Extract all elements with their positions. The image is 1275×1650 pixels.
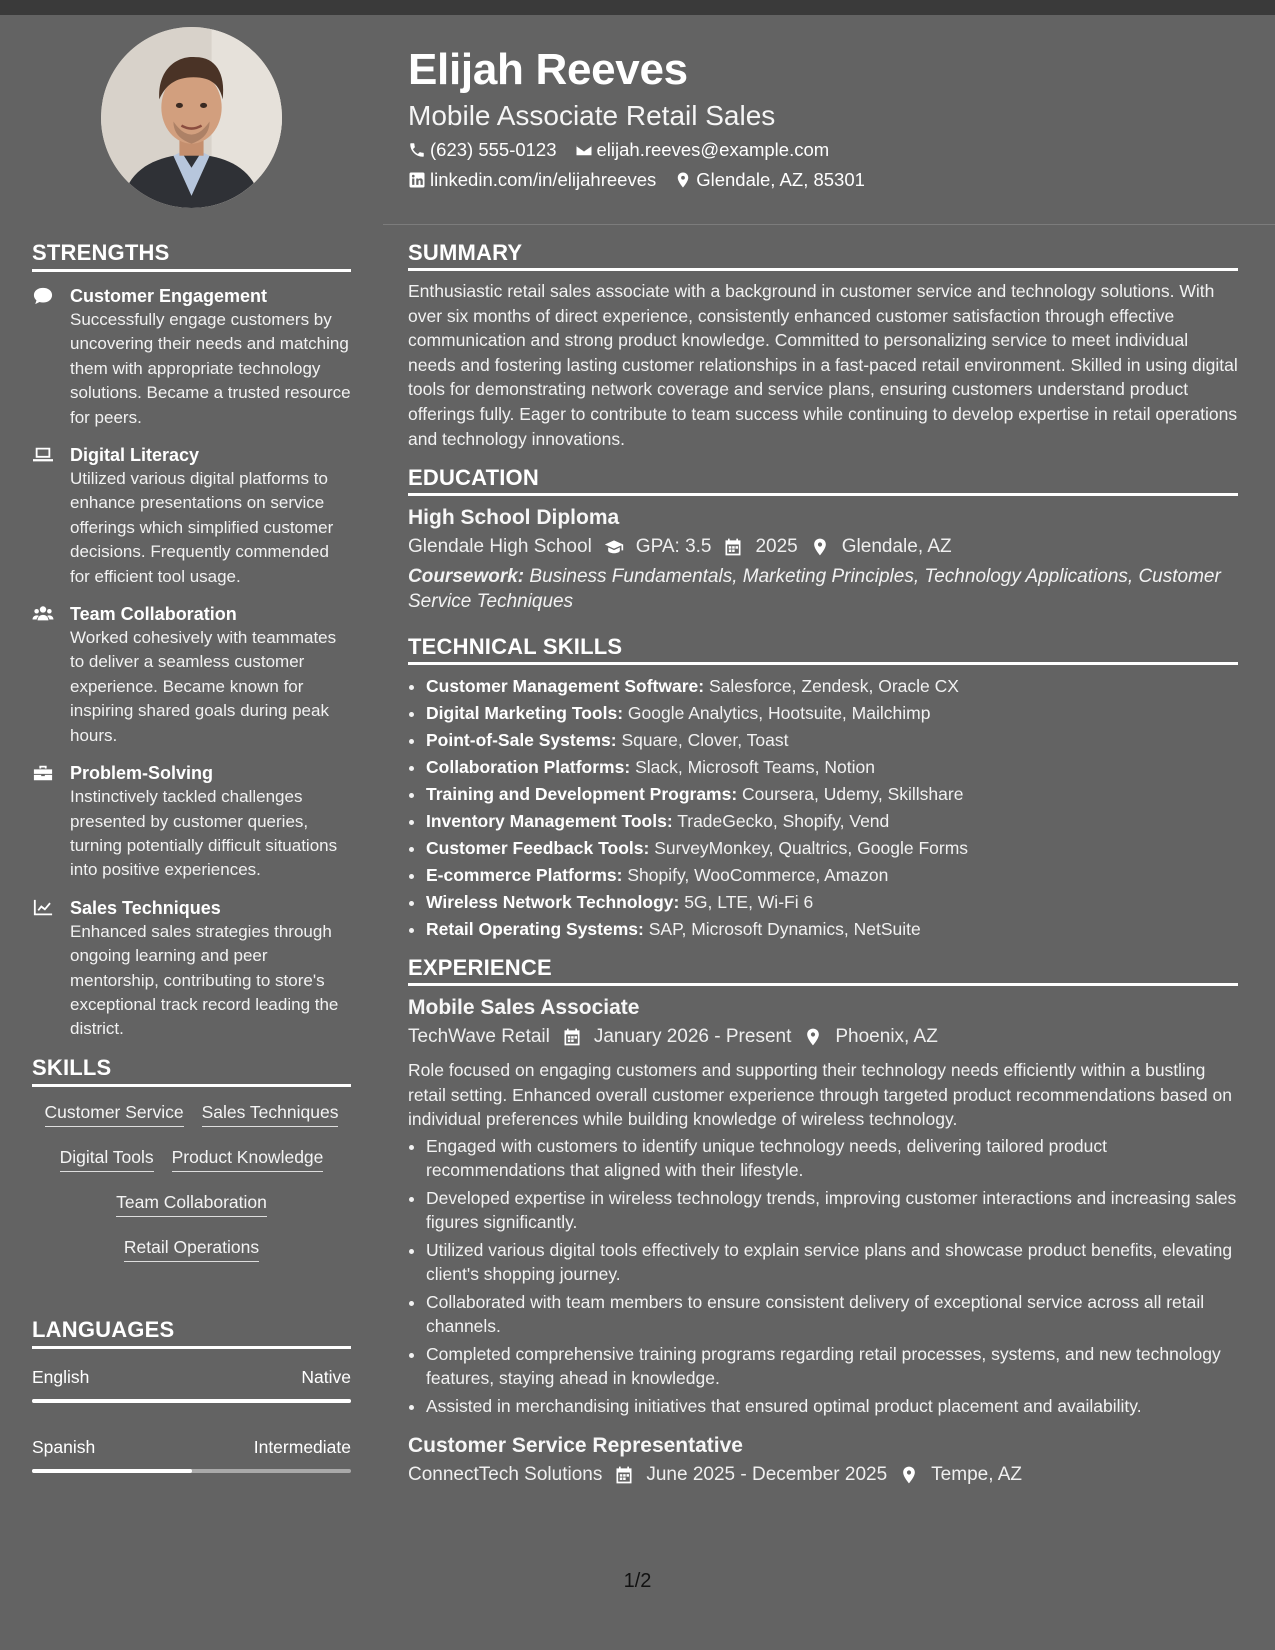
- strength-item: [32, 761, 351, 883]
- skill-category: Inventory Management Tools:: [426, 811, 673, 832]
- language-level: Native: [301, 1366, 351, 1387]
- strength-item: [32, 896, 351, 1042]
- skill-tag: Customer Service: [45, 1099, 184, 1127]
- technical-skill-item: [426, 673, 1238, 700]
- languages-heading: LANGUAGES: [32, 1317, 351, 1349]
- achievement-item: • Completed comprehensive training programs regarding retail processes, systems, and new technology features, staying ahead in knowledge.: [426, 1342, 1238, 1391]
- technical-skills-heading: TECHNICAL SKILLS: [408, 634, 1238, 665]
- page-number: 1/2: [623, 1570, 652, 1592]
- gpa-text: GPA: 3.5: [635, 536, 712, 558]
- job-achievements: [408, 1134, 1238, 1419]
- job-meta: [408, 1460, 1238, 1490]
- strength-title: Customer Engagement: [70, 286, 268, 306]
- strength-title: Problem-Solving: [70, 763, 214, 784]
- experience-entry: [408, 1432, 1238, 1490]
- language-item: [32, 1365, 351, 1403]
- laptop-icon: [32, 445, 54, 465]
- strength-title: Team Collaboration: [70, 604, 237, 625]
- achievement-item: • Developed expertise in wireless technology trends, improving customer interactions and increasing sales figures significantly.: [426, 1186, 1238, 1235]
- strength-item: [32, 602, 351, 748]
- skill-category: Customer Feedback Tools:: [426, 838, 650, 859]
- skill-values: Google Analytics, Hootsuite, Mailchimp: [627, 703, 931, 724]
- map-pin-icon: [803, 1027, 823, 1047]
- calendar-icon: [562, 1027, 582, 1047]
- education-section: [408, 465, 1238, 614]
- calendar-icon: [723, 537, 743, 557]
- coursework: [408, 565, 1238, 614]
- calendar-icon: [614, 1465, 634, 1485]
- strength-item: [32, 443, 351, 589]
- speech-bubble-icon: [32, 286, 54, 306]
- skill-category: Customer Management Software:: [426, 676, 705, 697]
- strength-item: [32, 284, 351, 430]
- location-text: Glendale, AZ, 85301: [696, 169, 865, 190]
- strength-title: Digital Literacy: [70, 445, 200, 466]
- summary-section: [408, 240, 1238, 451]
- skill-category: Retail Operating Systems:: [426, 919, 644, 940]
- coursework-label: Coursework:: [408, 566, 525, 588]
- education-meta: [408, 532, 1238, 562]
- header-divider: [383, 224, 1275, 225]
- envelope-icon: [575, 141, 593, 159]
- graduation-year: 2025: [755, 536, 798, 558]
- skills-tags: [32, 1099, 351, 1279]
- language-proficiency-bar: [32, 1469, 351, 1473]
- strength-text: Utilized various digital platforms to enhance presentations on service offerings which simplified customer decisions. Frequently commended for efficient tool usage.: [70, 469, 334, 586]
- achievement-item: • Engaged with customers to identify unique technology needs, delivering tailored product recommendations that aligned with their lifestyle.: [426, 1134, 1238, 1183]
- education-location: Glendale, AZ: [841, 536, 952, 558]
- technical-skill-item: [426, 808, 1238, 835]
- contact-row-1: [408, 136, 1238, 164]
- skills-section: [32, 1055, 351, 1279]
- skill-values: Coursera, Udemy, Skillshare: [742, 784, 964, 805]
- skill-tag: Product Knowledge: [172, 1144, 324, 1172]
- contact-row-2: [408, 166, 1238, 194]
- skill-values: Salesforce, Zendesk, Oracle CX: [708, 676, 959, 697]
- skills-heading: SKILLS: [32, 1055, 351, 1087]
- technical-skill-item: [426, 727, 1238, 754]
- languages-section: [32, 1317, 351, 1473]
- resume-header: [408, 42, 1238, 194]
- job-location: Tempe, AZ: [931, 1464, 1022, 1486]
- achievement-item: • Utilized various digital tools effectively to explain service plans and showcase product benefits, elevating client's shopping journey.: [426, 1238, 1238, 1287]
- technical-skill-item: [426, 700, 1238, 727]
- strength-text: Instinctively tackled challenges presented by customer queries, turning potentially difficult situations into positive experiences.: [70, 787, 338, 880]
- strengths-list: [32, 284, 351, 1042]
- strength-text: Successfully engage customers by uncovering their needs and matching them with appropriate technology solutions. Became a trusted resource for peers.: [70, 310, 351, 427]
- phone-text: (623) 555-0123: [430, 139, 557, 160]
- job-title: Mobile Associate Retail Sales: [408, 100, 776, 131]
- skill-values: TradeGecko, Shopify, Vend: [677, 811, 890, 832]
- map-pin-icon: [810, 537, 830, 557]
- strengths-heading: STRENGTHS: [32, 240, 351, 272]
- experience-heading: EXPERIENCE: [408, 955, 1238, 986]
- job-description: Role focused on engaging customers and supporting their technology needs efficiently within a bustling retail setting. Enhanced overall customer experience through targeted product recommendations based on individual preferences while building knowledge of wireless technology.: [408, 1060, 1232, 1130]
- job-role-title: Customer Service Representative: [408, 1434, 743, 1458]
- skill-category: Point-of-Sale Systems:: [426, 730, 617, 751]
- skill-tag: Retail Operations: [124, 1234, 259, 1262]
- technical-skill-item: [426, 835, 1238, 862]
- strength-title: Sales Techniques: [70, 897, 221, 918]
- phone-icon: [408, 141, 426, 159]
- skill-values: 5G, LTE, Wi-Fi 6: [684, 892, 814, 913]
- skill-tag: Digital Tools: [60, 1144, 154, 1172]
- technical-skill-item: [426, 889, 1238, 916]
- skill-category: Collaboration Platforms:: [426, 757, 631, 778]
- school-name: Glendale High School: [408, 536, 592, 558]
- main-content: [408, 240, 1238, 1490]
- experience-section: [408, 955, 1238, 1490]
- skill-tag: Team Collaboration: [116, 1189, 267, 1217]
- skill-category: Training and Development Programs:: [426, 784, 738, 805]
- technical-skill-item: [426, 862, 1238, 889]
- achievement-item: • Assisted in merchandising initiatives that ensured optimal product placement and availability.: [426, 1394, 1238, 1419]
- linkedin-contact[interactable]: [408, 166, 656, 194]
- skill-values: Square, Clover, Toast: [621, 730, 789, 751]
- skill-values: Slack, Microsoft Teams, Notion: [635, 757, 875, 778]
- language-proficiency-fill: [32, 1399, 351, 1403]
- toolbox-icon: [32, 763, 54, 783]
- job-dates: June 2025 - December 2025: [646, 1464, 888, 1486]
- job-location: Phoenix, AZ: [835, 1026, 938, 1048]
- location-contact: [674, 166, 865, 194]
- skill-category: Wireless Network Technology:: [426, 892, 680, 913]
- language-level: Intermediate: [253, 1436, 351, 1457]
- sidebar: [32, 240, 351, 1473]
- users-icon: [32, 604, 54, 624]
- technical-skills-section: [408, 634, 1238, 943]
- job-meta: [408, 1022, 1238, 1052]
- profile-photo: [101, 27, 282, 208]
- language-name: English: [32, 1366, 90, 1387]
- skill-category: Digital Marketing Tools:: [426, 703, 624, 724]
- experience-entry: [408, 994, 1238, 1418]
- linkedin-icon: [408, 171, 426, 189]
- summary-text: Enthusiastic retail sales associate with a background in customer service and technology solutions. With over six months of direct experience, consistently enhanced customer satisfaction through effective communication and strong product knowledge. Committed to personalizing service to meet individual needs and fostering lasting customer relationships in a fast-paced retail environment. Skilled in using digital tools for demonstrating network coverage and service plans, ensuring customers understand product offerings fully. Eager to contribute to team success while continuing to develop expertise in retail operations and technology innovations.: [408, 281, 1238, 449]
- top-bar: [0, 0, 1275, 15]
- achievement-item: • Collaborated with team members to ensure consistent delivery of exceptional service across all retail channels.: [426, 1290, 1238, 1339]
- skill-category: E-commerce Platforms:: [426, 865, 623, 886]
- technical-skill-item: [426, 781, 1238, 808]
- phone-contact[interactable]: [408, 136, 557, 164]
- skill-values: SurveyMonkey, Qualtrics, Google Forms: [654, 838, 969, 859]
- technical-skill-item: [426, 916, 1238, 943]
- map-pin-icon: [674, 171, 692, 189]
- coursework-list: Business Fundamentals, Marketing Principles, Technology Applications, Customer Service Techniques: [408, 566, 1221, 612]
- technical-skill-item: [426, 754, 1238, 781]
- job-role-title: Mobile Sales Associate: [408, 996, 640, 1020]
- linkedin-text: linkedin.com/in/elijahreeves: [430, 169, 657, 190]
- candidate-name: Elijah Reeves: [408, 45, 688, 94]
- education-heading: EDUCATION: [408, 465, 1238, 496]
- company-name: TechWave Retail: [408, 1026, 550, 1048]
- email-text: elijah.reeves@example.com: [596, 139, 830, 160]
- line-chart-icon: [32, 898, 54, 918]
- company-name: ConnectTech Solutions: [408, 1464, 603, 1486]
- degree-title: High School Diploma: [408, 506, 620, 530]
- language-proficiency-fill: [32, 1469, 192, 1473]
- strength-text: Worked cohesively with teammates to deliver a seamless customer experience. Became known for inspiring shared goals during peak hours.: [70, 628, 337, 745]
- technical-skills-list: [408, 673, 1238, 943]
- email-contact[interactable]: [575, 136, 830, 164]
- skill-values: SAP, Microsoft Dynamics, NetSuite: [648, 919, 921, 940]
- skill-tag: Sales Techniques: [202, 1099, 339, 1127]
- skill-values: Shopify, WooCommerce, Amazon: [627, 865, 889, 886]
- strength-text: Enhanced sales strategies through ongoing learning and peer mentorship, contributing to store's exceptional track record leading the district.: [70, 921, 339, 1039]
- job-dates: January 2026 - Present: [593, 1026, 792, 1048]
- language-item: [32, 1435, 351, 1473]
- map-pin-icon: [899, 1465, 919, 1485]
- language-proficiency-bar: [32, 1399, 351, 1403]
- summary-heading: SUMMARY: [408, 240, 1238, 271]
- language-name: Spanish: [32, 1436, 96, 1457]
- graduation-cap-icon: [604, 537, 624, 557]
